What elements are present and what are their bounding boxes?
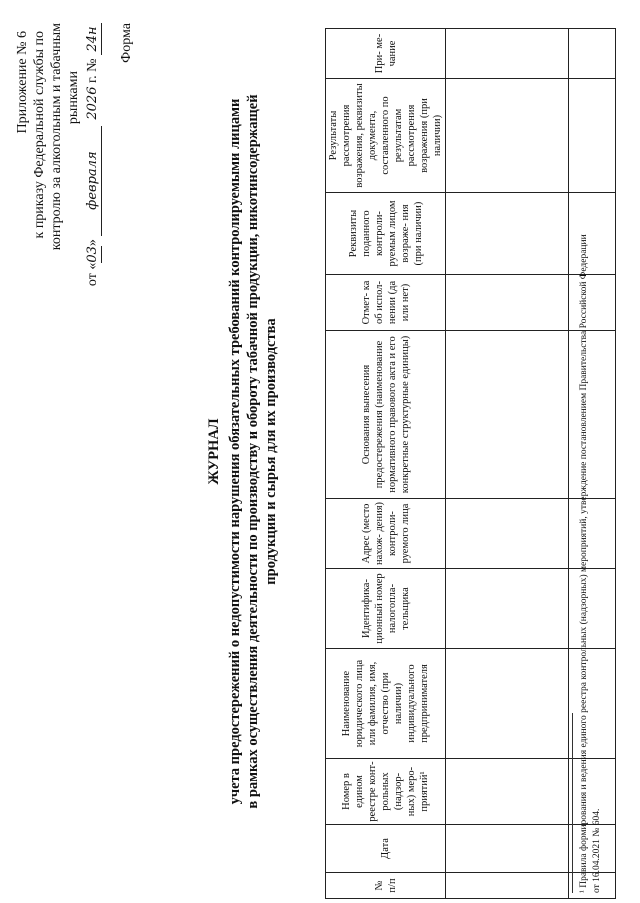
column-header-objection-results: Результаты рассмотрения возражения, реквизиты документа, составленного по результатам рассмотрения возражения (при наличии) [326,79,446,193]
appendix-markets-line: рынками [66,71,81,125]
column-header-number: № п/п [326,873,446,899]
table-cell [446,29,569,79]
journal-title-line-1: учета предостережений о недопустимости нарушения обязательных требований контролируемыми лицами [227,98,243,805]
date-prefix: от « [85,262,100,287]
date-day: 03 [85,246,100,263]
footnote-rule [572,713,573,893]
table-cell [569,79,616,193]
column-header-objection-details: Реквизиты поданного контроли- руемым лицом возраже- ния (при наличии) [326,193,446,275]
date-mid: » [85,235,100,247]
table-cell [446,275,569,331]
column-header-registry-number: Номер в едином реестре конт- рольных (надзор- ных) меро- приятий¹ [326,759,446,825]
date-number: 24н [84,23,102,55]
journal-title-line-3: продукции и сырья для их производства [263,318,279,585]
table-cell [569,29,616,79]
table-cell [569,649,616,759]
journal-title-line-2: в рамках осуществления деятельности по производству и обороту табачной продукции, никотинсодержащей [245,94,261,809]
table-cell [446,873,569,899]
table-cell [446,331,569,499]
date-year: 2026 [85,86,100,120]
footnote-line-2: от 16.04.2021 № 604. [592,808,602,893]
date-suffix: г. № [85,55,100,87]
table-row [446,29,569,899]
table-cell [446,825,569,873]
table-cell [569,275,616,331]
table-cell [569,499,616,569]
table-cell [569,331,616,499]
journal-heading: ЖУРНАЛ [206,418,222,485]
form-label: Форма [119,23,134,63]
table-cell [446,499,569,569]
appendix-date-line [84,23,102,903]
column-header-date: Дата [326,825,446,873]
column-header-grounds: Основания вынесения предостережения (наименование нормативного правового акта и его конкретные структурные единицы) [326,331,446,499]
footnote-line-1: ¹ Правила формирования и ведения единого реестра контрольных (надзорных) мероприятий, утверждение постановлением Правительства Российской Федерации [579,234,589,893]
table-header-row [326,29,446,899]
table-cell [446,649,569,759]
table-cell [569,193,616,275]
table-cell [446,193,569,275]
table-cell [446,759,569,825]
appendix-order-line: к приказу Федеральной службы по [32,31,47,239]
table-cell [446,79,569,193]
column-header-note: При- ме- чание [326,29,446,79]
table-cell [569,569,616,649]
appendix-number: Приложение № 6 [15,31,30,134]
date-month: февраля [84,126,102,236]
column-header-address: Адрес (место нахож- дения) контроли- руемого лица [326,499,446,569]
column-header-execution-mark: Отмет- ка об испол- нении (да или нет) [326,275,446,331]
appendix-service-line: контролю за алкогольным и табачным [49,23,64,251]
column-header-inn: Идентифика- ционный номер налогопла- тельщика [326,569,446,649]
table-cell [446,569,569,649]
column-header-entity-name: Наименование юридического лица или фамилия, имя, отчество (при наличии) индивидуального предпринимателя [326,649,446,759]
table-row [569,29,616,899]
